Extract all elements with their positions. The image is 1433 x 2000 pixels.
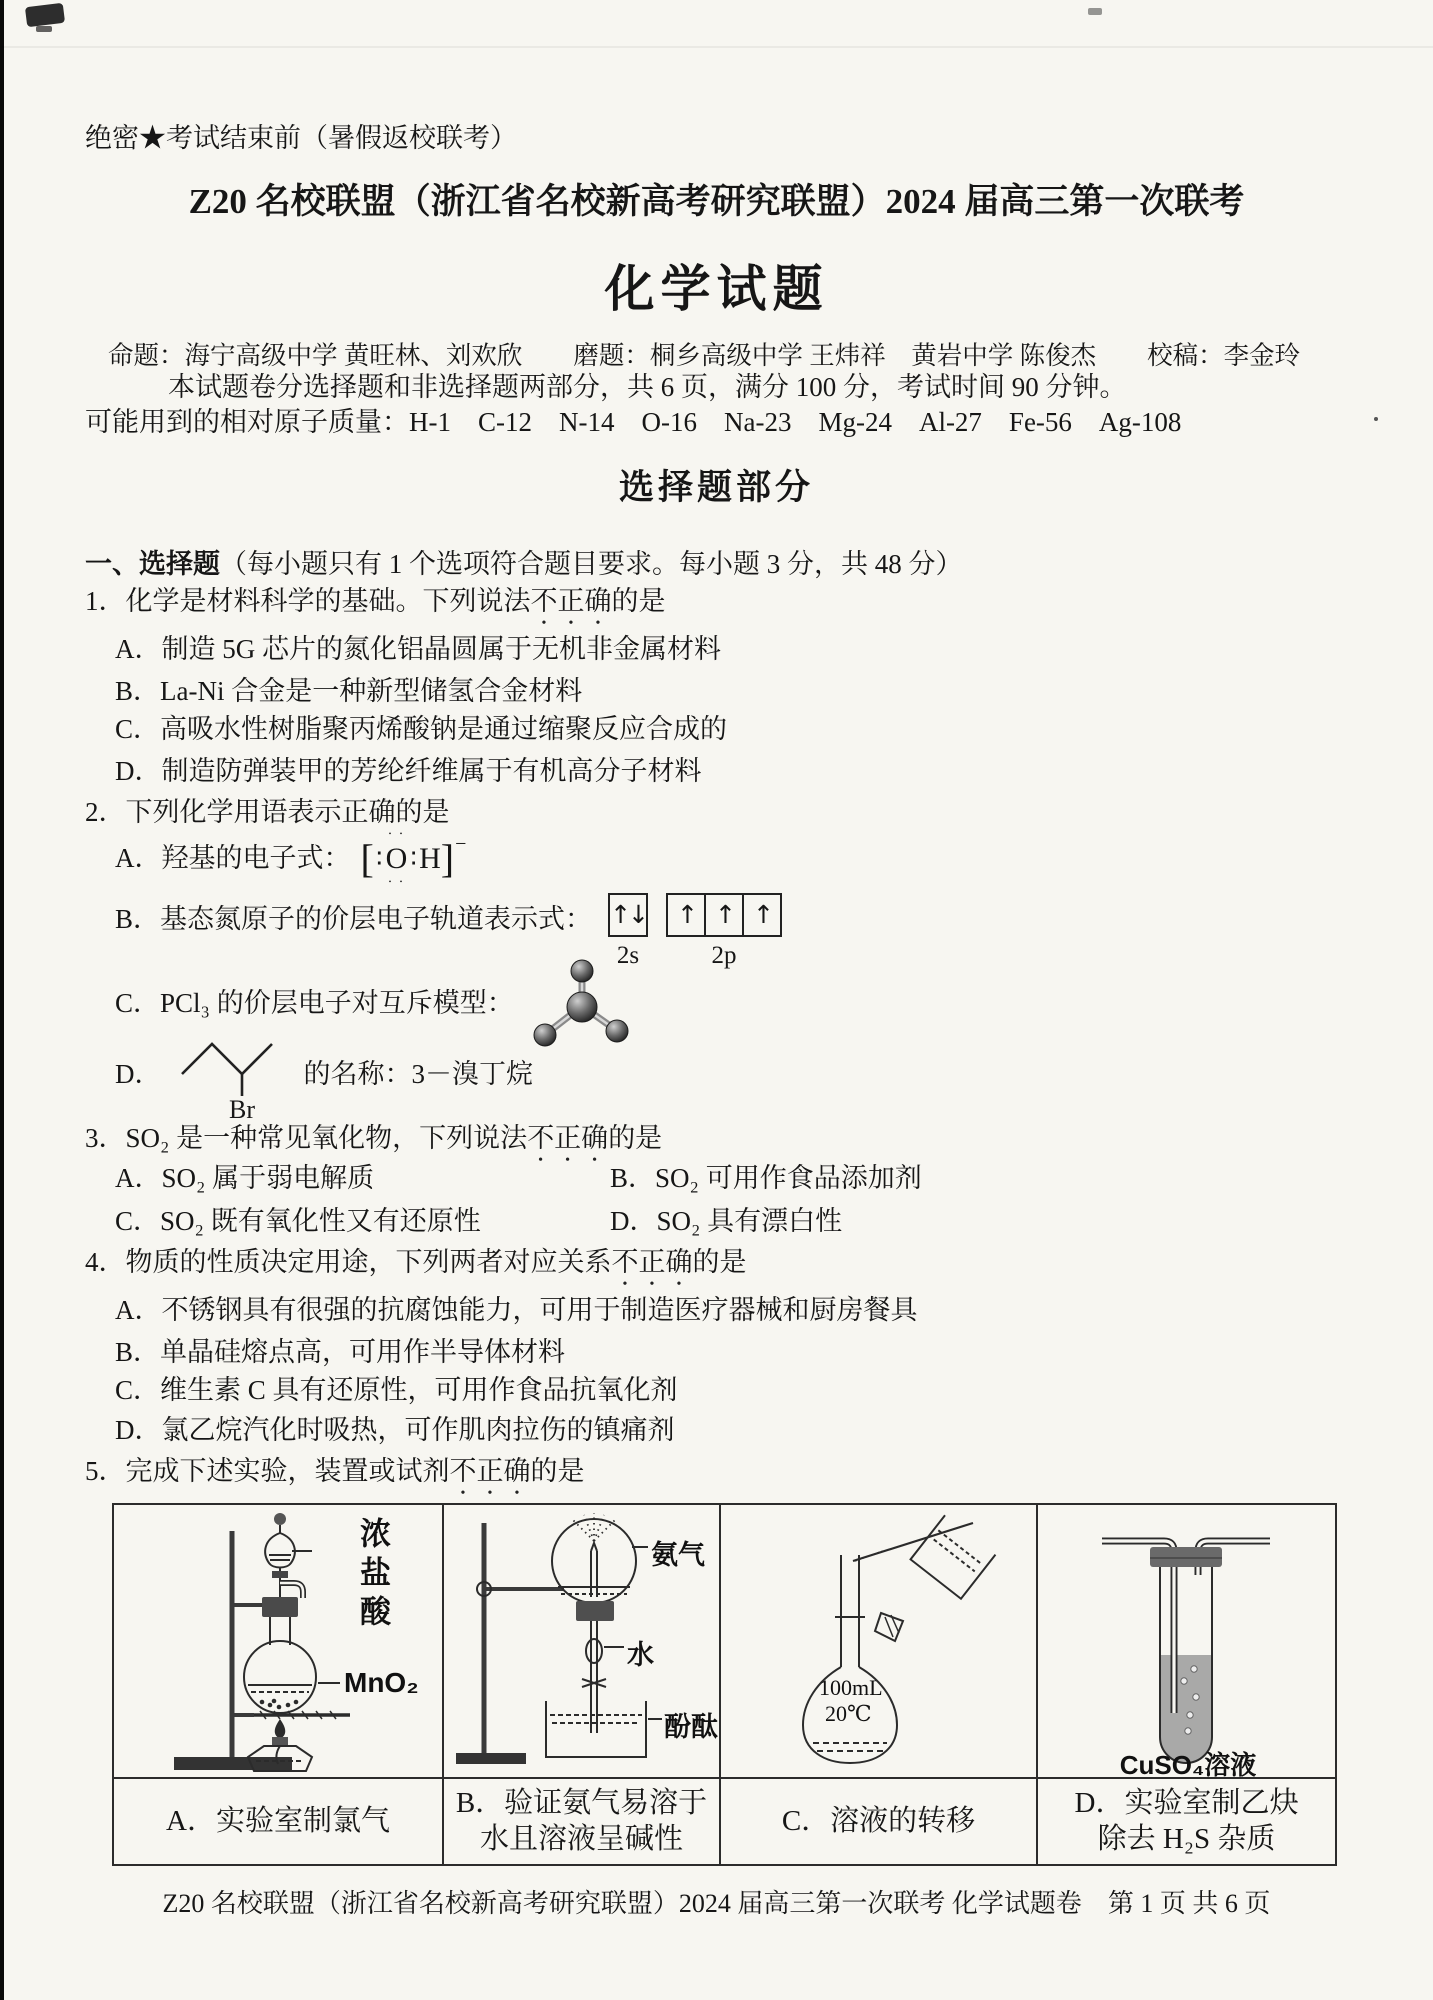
apparatus-caption-a (113, 1778, 443, 1865)
subject-title: 化学试题 (604, 261, 829, 317)
scan-dot (1374, 417, 1378, 421)
option-letter: C． (115, 1375, 161, 1405)
option-letter: B． (115, 1337, 161, 1367)
option-text: 制造 5G 芯片的氮化铝晶圆属于无机非金属材料 (161, 634, 721, 664)
question-3-stem-tail: 的是 (608, 1123, 663, 1153)
cuso4-solution-label: CuSO₄溶液 (1119, 1750, 1257, 1777)
orbital-box-2p1: ↑ (666, 893, 706, 937)
question-3-stem-emphasis: 不正确 (527, 1123, 609, 1153)
question-2-stem (85, 796, 450, 830)
apparatus-cell-d (1037, 1504, 1336, 1778)
lone-pair-left: ∶ (375, 843, 383, 873)
option-letter: C． (115, 988, 161, 1019)
flask-temperature-label: 20℃ (825, 1701, 872, 1726)
option-text-wrap (115, 987, 514, 1021)
option-text: 高吸水性树脂聚丙烯酸钠是通过缩聚反应合成的 (160, 714, 728, 744)
scan-mark (1088, 8, 1102, 15)
caption-line-1: D．实验室制乙炔 (1074, 1787, 1299, 1819)
option-letter: A． (115, 1163, 162, 1193)
question-4-option-a (115, 1294, 918, 1328)
question-5-stem (85, 1455, 585, 1501)
question-3-number: 3． (85, 1123, 126, 1153)
question-4-option-c (115, 1374, 678, 1408)
orbital-box-2s: ↑↓ (608, 893, 648, 937)
option-letter: A． (115, 842, 162, 873)
option-letter: D． (610, 1206, 657, 1236)
option-text: 单晶硅熔点高，可用作半导体材料 (160, 1337, 566, 1367)
reagent-label: 浓盐酸 (355, 1517, 390, 1634)
acetylene-purification-figure (1038, 1505, 1335, 1777)
caption-text: A．实验室制氯气 (166, 1805, 390, 1838)
chlorine-generator-figure (114, 1505, 442, 1777)
option-letter: B． (610, 1163, 656, 1193)
orbital-box-2p2: ↑ (706, 893, 744, 937)
option-text: 维生素 C 具有还原性，可用作食品抗氧化剂 (160, 1375, 678, 1405)
question-5-stem-emphasis: 不正确 (449, 1456, 531, 1486)
scan-crease (0, 46, 1433, 48)
scan-blob (25, 3, 65, 27)
option-text: SO₂ 属于弱电解质 (161, 1163, 375, 1193)
question-3-option-b (610, 1162, 922, 1196)
solution-transfer-drawing (721, 1505, 1036, 1777)
bond-pair: ∶ (410, 843, 418, 873)
bromine-label: Br (228, 1095, 255, 1122)
question-1-stem (85, 585, 666, 631)
acetylene-purification-drawing (1038, 1505, 1335, 1777)
question-1-stem-tail: 的是 (611, 586, 666, 616)
solution-transfer-figure (721, 1505, 1036, 1777)
question-5-apparatus-table (112, 1503, 1337, 1866)
charge-sign: − (455, 833, 467, 856)
question-3-option-c (115, 1205, 610, 1239)
section-instructions-lead: 一、选择题 (85, 549, 220, 579)
question-4-stem-emphasis: 不正确 (611, 1247, 693, 1277)
dots-bottom: ∙ ∙ (388, 874, 405, 890)
flask-volume-label: 100mL (819, 1675, 883, 1700)
option-text-wrap (115, 893, 592, 937)
option-letter: C． (115, 1206, 161, 1236)
page-footer: Z20 名校联盟（浙江省名校新高考研究联盟）2024 届高三第一次联考 化学试题卷 第 1 页 共 6 页 (162, 1889, 1271, 1918)
pcl3-vsepr-model (528, 958, 636, 1050)
question-4-option-b (115, 1336, 565, 1370)
exam-title: Z20 名校联盟（浙江省名校新高考研究联盟）2024 届高三第一次联考 (188, 182, 1245, 221)
question-5-number: 5． (85, 1456, 126, 1486)
ammonia-fountain-figure (444, 1505, 719, 1777)
question-4-stem-tail: 的是 (692, 1247, 747, 1277)
apparatus-cell-b (443, 1504, 720, 1778)
apparatus-caption-b (443, 1778, 720, 1865)
option-letter: C． (115, 714, 161, 744)
caption-line-1: B．验证氨气易溶于 (455, 1787, 708, 1819)
option-text: 羟基的电子式： (161, 842, 351, 873)
question-2-option-a (115, 827, 467, 890)
option-letter: D． (115, 1059, 162, 1090)
section-instructions (85, 548, 963, 582)
option-text: SO₂ 具有漂白性 (656, 1206, 843, 1236)
bracket-left: [ (360, 835, 374, 881)
question-4-stem (85, 1246, 747, 1292)
question-5-stem-text: 完成下述实验，装置或试剂 (125, 1456, 450, 1486)
ammonia-label: 氨气 (651, 1540, 705, 1570)
question-2-number: 2． (85, 797, 126, 827)
atomic-mass-line: 可能用到的相对原子质量：H-1 C-12 N-14 O-16 Na-23 Mg-24 Al-27 Fe-56 Ag-108 (85, 407, 1182, 437)
orbital-2s-label: 2s (616, 942, 640, 969)
mno2-label: MnO₂ (344, 1667, 419, 1698)
question-4-number: 4． (85, 1247, 126, 1277)
question-1-option-b (115, 675, 582, 709)
dots-top: ∙ ∙ (388, 827, 405, 842)
bracket-right: ] (440, 835, 455, 881)
credits-line: 命题：海宁高级中学 黄旺林、刘欢欣 磨题：桐乡高级中学 王炜祥 黄岩中学 陈俊杰 校稿：李金玲 (108, 341, 1301, 370)
question-1-option-c (115, 713, 727, 747)
section-title: 选择题部分 (618, 468, 814, 507)
question-2-option-d (115, 1028, 533, 1122)
option-text: 氯乙烷汽化时吸热，可作肌肉拉伤的镇痛剂 (161, 1415, 675, 1445)
option-text: 不锈钢具有很强的抗腐蚀能力，可用于制造医疗器械和厨房餐具 (161, 1295, 918, 1325)
apparatus-caption-d (1037, 1778, 1336, 1865)
question-1-option-a (115, 633, 721, 667)
question-4-stem-text: 物质的性质决定用途，下列两者对应关系 (125, 1247, 612, 1277)
option-text: SO₂ 可用作食品添加剂 (655, 1163, 922, 1193)
question-1-stem-text: 化学是材料科学的基础。下列说法 (125, 586, 531, 616)
option-letter: A． (115, 1295, 162, 1325)
question-3-options-row-2 (115, 1205, 842, 1239)
option-letter: D． (115, 1415, 162, 1445)
option-letter: D． (115, 756, 162, 786)
caption-line-2: 水且溶液呈碱性 (479, 1823, 683, 1856)
secret-banner: 绝密★考试结束前（暑假返校联考） (85, 123, 517, 153)
question-4-option-d (115, 1414, 675, 1448)
exam-info-line: 本试题卷分选择题和非选择题两部分，共 6 页，满分 100 分，考试时间 90 分钟。 (168, 372, 1127, 402)
option-letter: B． (115, 676, 161, 706)
bromobutane-skeletal-structure (174, 1028, 292, 1122)
question-3-option-d (610, 1205, 842, 1239)
question-1-stem-emphasis: 不正确 (530, 586, 612, 616)
question-3-stem-text: SO₂ 是一种常见氧化物，下列说法 (125, 1123, 528, 1153)
option-text: PCl₃ 的价层电子对互斥模型： (160, 988, 514, 1019)
question-2-stem-text: 下列化学用语表示正确的是 (125, 797, 450, 827)
option-letter: B． (115, 904, 161, 934)
apparatus-cell-a (113, 1504, 443, 1778)
orbital-box-2p3: ↑ (744, 893, 782, 937)
atom-symbol: O (385, 842, 408, 875)
caption-text: C．溶液的转移 (781, 1805, 976, 1838)
option-text: SO₂ 既有氧化性又有还原性 (160, 1206, 481, 1236)
option-text: 制造防弹装甲的芳纶纤维属于有机高分子材料 (161, 756, 702, 786)
section-instructions-rest: （每小题只有 1 个选项符合题目要求。每小题 3 分，共 48 分） (220, 549, 963, 579)
option-text: La-Ni 合金是一种新型储氢合金材料 (160, 676, 583, 706)
hydroxide-lewis-structure (360, 827, 467, 890)
question-5-stem-tail: 的是 (530, 1456, 585, 1486)
question-3-option-a (115, 1162, 610, 1196)
hydrogen-symbol: H (419, 842, 441, 875)
orbital-2p-label: 2p (711, 942, 737, 969)
question-1-option-d (115, 755, 702, 789)
apparatus-caption-c (720, 1778, 1037, 1865)
phenolphthalein-label: 酚酞 (664, 1712, 718, 1742)
orbital-2p-group (666, 893, 782, 971)
scan-blob-small (36, 26, 52, 32)
option-text: 基态氮原子的价层电子轨道表示式： (160, 904, 593, 934)
apparatus-cell-c (720, 1504, 1037, 1778)
water-label: 水 (627, 1640, 654, 1670)
question-1-number: 1． (85, 586, 126, 616)
oxygen-atom (385, 827, 409, 890)
option-letter: A． (115, 634, 162, 664)
question-3-options-row-1 (115, 1162, 922, 1196)
caption-line-2: 除去 H₂S 杂质 (1097, 1823, 1276, 1856)
option-text: 的名称：3－溴丁烷 (303, 1059, 533, 1090)
